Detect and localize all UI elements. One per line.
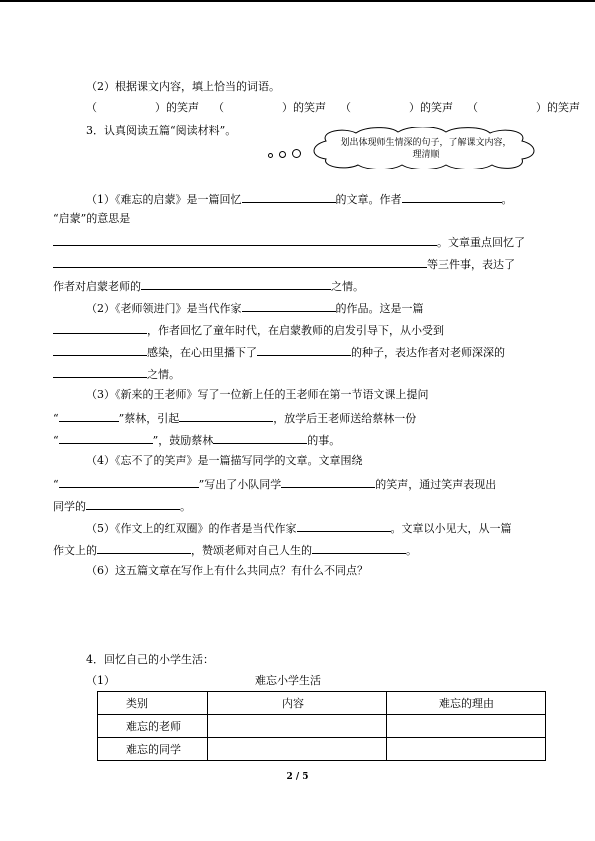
cell-content[interactable] — [208, 738, 387, 761]
q3-title: 3．认真阅读五篇“阅读材料”。 — [86, 124, 237, 137]
q3-p2-line3: 感染，在心田里播下了 的种子，表达作者对老师深深的 — [53, 344, 505, 360]
blank[interactable] — [141, 278, 331, 290]
row-label-teacher: 难忘的老师 — [98, 715, 208, 738]
q3-p1-line3: 。文章重点回忆了 — [53, 234, 525, 250]
smile-open-2: （ — [213, 101, 224, 114]
blank[interactable] — [59, 410, 119, 422]
table-row — [98, 715, 546, 738]
q3-p2-line4: 之情。 — [53, 366, 180, 382]
thought-cloud — [306, 127, 542, 169]
row-label-classmate: 难忘的同学 — [98, 738, 208, 761]
blank[interactable] — [53, 234, 437, 246]
q3-p4-line1: （4）《忘不了的笑声》是一篇描写同学的文章。文章围绕 — [86, 454, 363, 467]
blank[interactable] — [59, 432, 153, 444]
q3-p4-line2: “ ”写出了小队同学 的笑声，通过笑声表现出 — [53, 478, 497, 491]
page-number: 2 / 5 — [286, 772, 309, 782]
blank[interactable] — [312, 542, 406, 554]
smile-close-1: ）的笑声 — [155, 101, 199, 114]
cloud-text: 划出体现师生情深的句子，了解课文内容，理清顺 — [340, 138, 512, 160]
memory-table — [97, 691, 546, 761]
q3-p1-line5: 作者对启蒙老师的 之情。 — [53, 280, 364, 293]
blank[interactable] — [297, 520, 391, 532]
smile-open-4: （ — [467, 101, 478, 114]
cell-reason[interactable] — [387, 715, 546, 738]
blank[interactable] — [242, 300, 336, 312]
blank[interactable] — [179, 410, 273, 422]
thought-dot-large — [292, 149, 301, 158]
smile-open-3: （ — [340, 101, 351, 114]
q3-p2-line2: ，作者回忆了童年时代，在启蒙教师的启发引导下，从小受到 — [53, 322, 444, 338]
thought-dot-medium — [279, 151, 286, 158]
blank[interactable] — [59, 476, 199, 488]
blank[interactable] — [257, 344, 351, 356]
q3-p1-line4: 等三件事，表达了 — [53, 256, 515, 272]
q2-instruction: （2）根据课文内容，填上恰当的词语。 — [86, 80, 280, 93]
blank[interactable] — [53, 366, 147, 378]
smile-close-2: ）的笑声 — [282, 101, 326, 114]
header-reason: 难忘的理由 — [387, 692, 546, 715]
q3-p4-line3: 同学的 。 — [53, 500, 191, 513]
q3-p3-line2: “ ”蔡林，引起 ，放学后王老师送给蔡林一份 — [53, 412, 417, 425]
table-title: 难忘小学生活 — [255, 674, 321, 687]
smile-open-1: （ — [86, 101, 97, 114]
q4-title: 4．回忆自己的小学生活： — [86, 653, 214, 666]
header-content: 内容 — [208, 692, 387, 715]
cell-reason[interactable] — [387, 738, 546, 761]
blank[interactable] — [281, 476, 375, 488]
q4-sub: （1） — [86, 674, 115, 687]
q3-p5-line2: 作文上的 ，赞颂老师对自己人生的 。 — [53, 544, 417, 557]
q3-p6: （6）这五篇文章在写作上有什么共同点？有什么不同点？ — [86, 564, 368, 577]
blank[interactable] — [97, 542, 191, 554]
q3-p1-line1: （1）《难忘的启蒙》是一篇回忆 的文章。作者 。 — [86, 193, 513, 206]
q3-p1-line2: “启蒙”的意思是 — [53, 212, 131, 225]
smile-close-3: ）的笑声 — [409, 101, 453, 114]
blank[interactable] — [213, 432, 307, 444]
blank[interactable] — [53, 344, 147, 356]
thought-dot-small — [268, 153, 273, 158]
q3-p2-line1: （2）《老师领进门》是当代作家 的作品。这是一篇 — [86, 302, 424, 315]
q3-p5-line1: （5）《作文上的红双圈》的作者是当代作家 。文章以小见大，从一篇 — [86, 522, 512, 535]
cell-content[interactable] — [208, 715, 387, 738]
q3-p3-line3: “ ”，鼓励蔡林 的事。 — [53, 434, 341, 447]
blank[interactable] — [53, 256, 427, 268]
table-row — [98, 738, 546, 761]
top-rule — [0, 0, 595, 2]
q2-smiles-row — [86, 101, 580, 115]
blank[interactable] — [402, 191, 502, 203]
blank[interactable] — [53, 322, 147, 334]
q3-p3-line1: （3）《新来的王老师》写了一位新上任的王老师在第一节语文课上提问 — [86, 388, 429, 401]
smile-close-4: ）的笑声 — [536, 101, 580, 114]
table-header-row — [98, 692, 546, 715]
blank[interactable] — [86, 498, 180, 510]
header-category: 类别 — [98, 692, 208, 715]
blank[interactable] — [242, 191, 336, 203]
